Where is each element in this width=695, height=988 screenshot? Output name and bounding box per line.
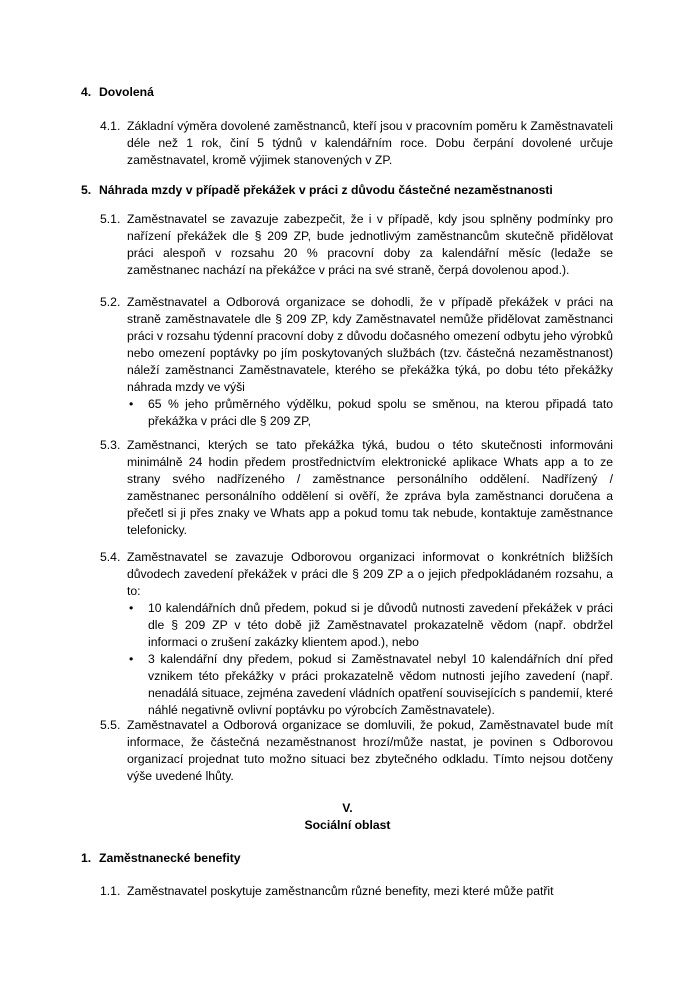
bullet-item: • 3 kalendářní dny předem, pokud si Zaměstnavatel nebyl 10 kalendářních dní před vznikem této překážky v práci prokazatelně vědom nutnosti jejího zavedení (např. nenadálá situace, zejména zavedení vládních opatření souvisejících s pandemií, které náhlé negativně ovlivní poptávku po výrobcích Zaměstnavatele). <box>127 651 613 719</box>
chapter-number: V. <box>342 801 353 815</box>
bullet-item: • 10 kalendářních dnů předem, pokud si je důvodů nutnosti zavedení překážek v práci dle § 209 ZP v této době již Zaměstnavatel prokazatelně vědom (např. obdržel informaci o zrušení zakázky klientem apod.), nebo <box>127 600 613 651</box>
section-number: 4. <box>81 85 92 99</box>
clause-number: 4.1. <box>100 119 121 133</box>
section-4-heading <box>81 84 154 101</box>
clause-text: Zaměstnavatel poskytuje zaměstnancům různé benefity, mezi které může patřit <box>127 884 554 898</box>
clause-number: 5.4. <box>100 550 121 564</box>
clause-number: 5.5. <box>100 718 121 732</box>
clause-text: Zaměstnanci, kterých se tato překážka týká, budou o této skutečnosti informováni minimálně 24 hodin předem prostřednictvím elektronické aplikace Whats app a to ze strany svého nadřízeného / zaměstnance personálního oddělení. Nadřízený / zaměstnanec personálního oddělení si ověří, že zpráva byla zaměstnanci doručena a přečetl si ji přes znaky ve Whats app a pokud tomu tak nebude, kontaktuje zaměstnance telefonicky. <box>127 438 613 537</box>
clause-5-2 <box>100 294 613 430</box>
clause-4-1 <box>100 118 613 169</box>
clause-5-1 <box>100 211 613 279</box>
clause-text: Zaměstnavatel se zavazuje Odborovou organizaci informovat o konkrétních bližších důvodech zavedení překážek v práci dle § 209 ZP a o jejich předpokládaném rozsahu, a to: <box>127 550 613 598</box>
section-title: Zaměstnanecké benefity <box>99 851 241 865</box>
clause-number: 5.1. <box>100 212 121 226</box>
clause-number: 5.2. <box>100 295 121 309</box>
clause-5-4 <box>100 549 613 719</box>
bullet-list <box>127 396 613 430</box>
clause-text: Zaměstnavatel a Odborová organizace se domluvili, že pokud, Zaměstnavatel bude mít informace, že částečná nezaměstnanost hrozí/může nastat, je povinen s Odborovou organizací projednat tuto možno situaci bez zbytečného odkladu. Tímto nejsou dotčeny výše uvedené lhůty. <box>127 718 613 783</box>
section-5-heading <box>81 182 553 199</box>
section-title: Dovolená <box>99 85 154 99</box>
clause-5-5 <box>100 717 613 785</box>
clause-text: Zaměstnavatel a Odborová organizace se dohodli, že v případě překážek v práci na straně zaměstnavatele dle § 209 ZP, kdy Zaměstnavatel nemůže přidělovat zaměstnanci práci v rozsahu týdenní pracovní doby z důvodu dočasného omezení odbytu jeho výrobků nebo omezení poptávky po jím poskytovaných službách (tzv. částečná nezaměstnanost) náleží zaměstnanci Zaměstnavatele, kterého se překážka týká, po dobu této překážky náhrada mzdy ve výši <box>127 295 613 394</box>
clause-text: Zaměstnavatel se zavazuje zabezpečit, že i v případě, kdy jsou splněny podmínky pro nařízení překážek dle § 209 ZP, bude jednotlivým zaměstnancům skutečně přidělovat práci alespoň v rozsahu 20 % pracovní doby za kalendářní měsíc (ledaže se zaměstnanec nachází na překážce v práci na své straně, čerpá dovolenou apod.). <box>127 212 613 277</box>
chapter-title: Sociální oblast <box>304 818 391 832</box>
clause-number: 1.1. <box>100 884 121 898</box>
section-number: 1. <box>81 851 92 865</box>
bullet-item: • 65 % jeho průměrného výdělku, pokud spolu se směnou, na kterou připadá tato překážka v práci dle § 209 ZP, <box>127 396 613 430</box>
section-number: 5. <box>81 183 92 197</box>
clause-text: Základní výměra dovolené zaměstnanců, kteří jsou v pracovním poměru k Zaměstnavateli déle než 1 rok, činí 5 týdnů v kalendářním roce. Dobu čerpání dovolené určuje zaměstnavatel, kromě výjimek stanovených v ZP. <box>127 119 613 167</box>
clause-5-3 <box>100 437 613 539</box>
section-1-heading <box>81 850 241 867</box>
section-title: Náhrada mzdy v případě překážek v práci z důvodu částečné nezaměstnanosti <box>99 183 553 197</box>
clause-number: 5.3. <box>100 438 121 452</box>
bullet-list <box>127 600 613 719</box>
clause-1-1 <box>100 883 613 900</box>
